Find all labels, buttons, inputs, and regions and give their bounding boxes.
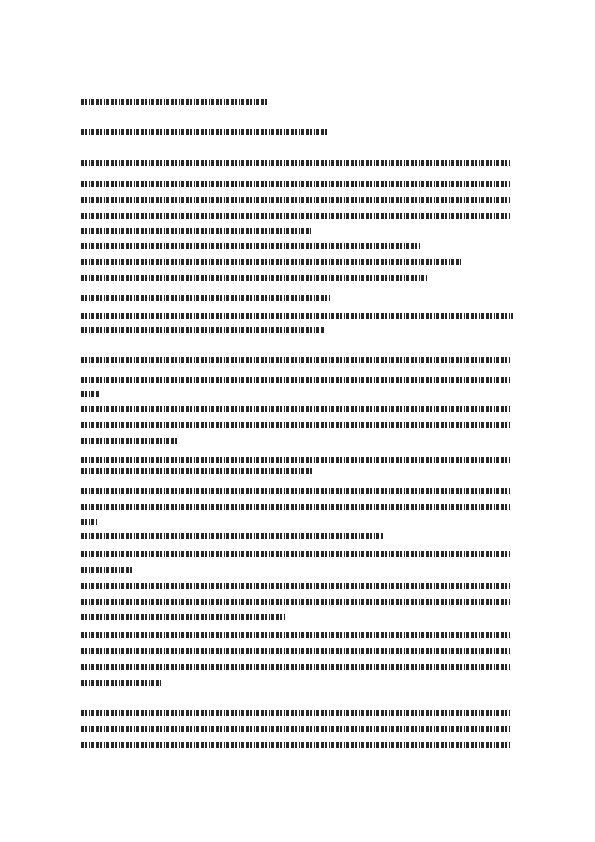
text-line	[81, 742, 511, 748]
text-line	[81, 357, 511, 363]
text-line	[81, 275, 427, 281]
text-line	[81, 504, 511, 510]
document-title	[0, 0, 1, 1]
text-line	[81, 551, 511, 557]
text-line	[81, 468, 313, 474]
text-line	[81, 567, 133, 573]
text-line	[81, 533, 383, 539]
text-line	[81, 228, 311, 234]
text-line	[81, 160, 511, 166]
text-line	[81, 406, 511, 412]
text-line	[81, 313, 513, 319]
text-line	[81, 438, 177, 444]
text-line	[81, 422, 511, 428]
text-line	[81, 648, 511, 654]
text-line	[81, 295, 331, 301]
text-line	[81, 599, 511, 605]
heading-line	[81, 99, 267, 105]
text-line	[81, 519, 97, 525]
text-line	[81, 583, 511, 589]
document-subtitle	[0, 0, 1, 1]
text-line	[81, 614, 285, 620]
text-line	[81, 488, 511, 494]
text-line	[81, 377, 511, 383]
text-line	[81, 457, 511, 463]
text-line	[81, 181, 511, 187]
text-line	[81, 213, 511, 219]
text-line	[81, 243, 421, 249]
text-line	[81, 391, 99, 397]
text-line	[81, 327, 325, 333]
text-line	[81, 259, 461, 265]
text-line	[81, 680, 161, 686]
text-line	[81, 664, 511, 670]
text-line	[81, 632, 511, 638]
subheading-line	[81, 129, 327, 135]
text-line	[81, 197, 511, 203]
text-line	[81, 726, 511, 732]
text-line	[81, 710, 511, 716]
